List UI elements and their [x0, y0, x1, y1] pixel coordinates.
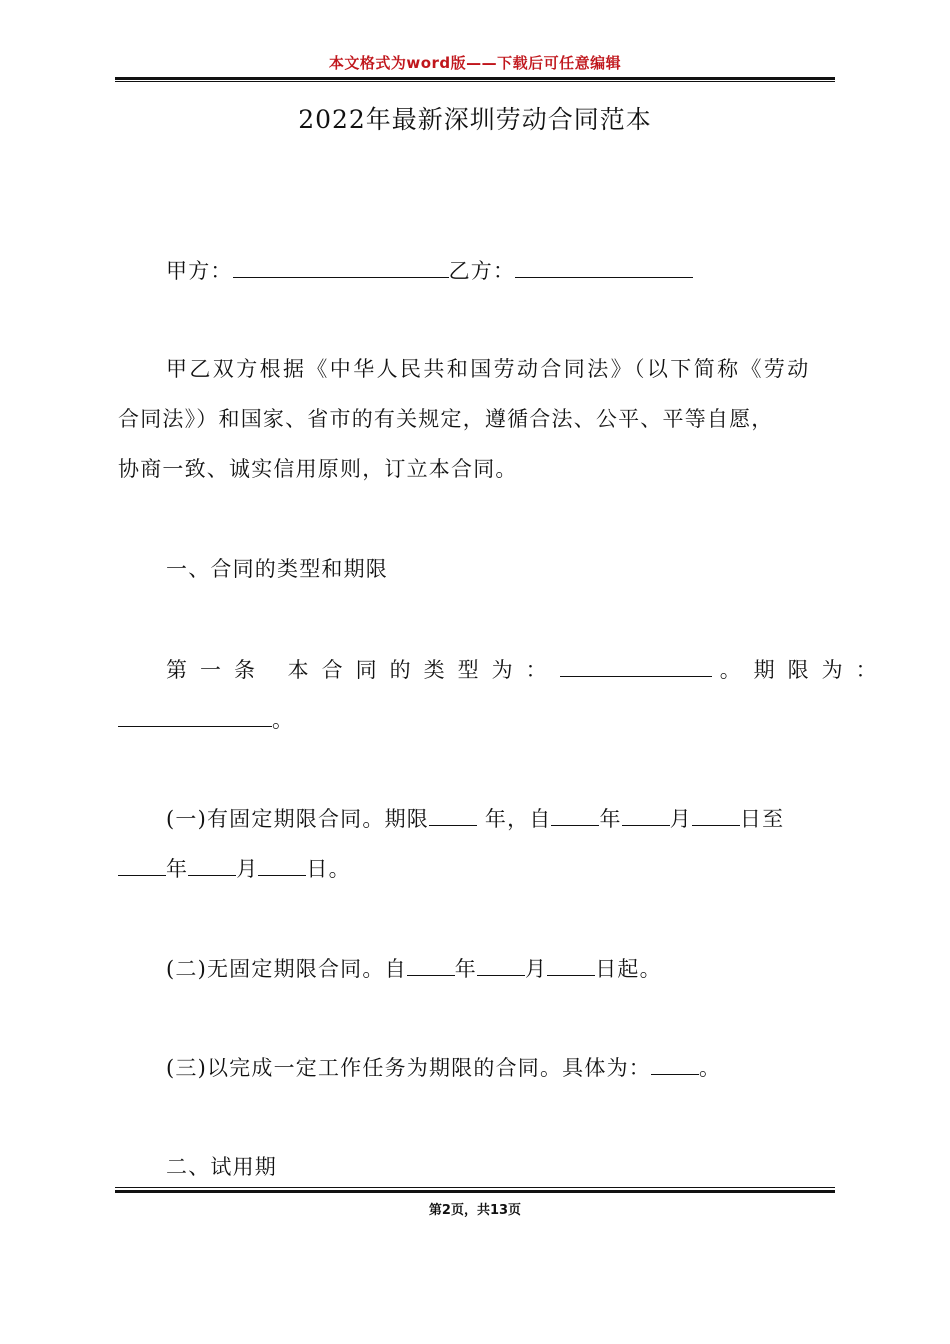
section2-heading: 二、试用期 — [166, 1155, 277, 1179]
end-month-blank — [188, 855, 236, 876]
item1-text-d: 月 — [669, 807, 692, 831]
preamble-line-1: 甲乙双方根据《中华人民共和国劳动合同法》（以下简称《劳动 — [166, 357, 811, 381]
contract-type-blank — [560, 656, 712, 677]
item2-year-blank — [407, 955, 455, 976]
item2-text-b: 年 — [454, 957, 477, 981]
item1-text-b: 年，自 — [477, 807, 552, 831]
item1-text-g: 月 — [236, 857, 259, 881]
preamble-line-2: 合同法》）和国家、省市的有关规定，遵循合法、公平、平等自愿， — [118, 407, 774, 431]
party-b-label: 乙方： — [448, 259, 516, 283]
item2-day-blank — [547, 955, 595, 976]
article1-label: 第一条 本合同的类型为： — [166, 658, 560, 682]
item1-text-h: 日。 — [306, 857, 351, 881]
item1-text-f: 年 — [166, 857, 189, 881]
item3-line — [166, 1054, 721, 1081]
section1-heading: 一、合同的类型和期限 — [166, 557, 388, 581]
article1-end: 。 — [272, 708, 295, 732]
item2-text: (二)无固定期限合同。自 — [166, 957, 407, 981]
start-month-blank — [622, 805, 670, 826]
end-day-blank — [258, 855, 306, 876]
item2-text-d: 日起。 — [595, 957, 662, 981]
header-note: 本文格式为word版——下载后可任意编辑 — [328, 54, 622, 72]
item1-text-e: 日至 — [739, 807, 785, 831]
party-a-label: 甲方： — [166, 259, 233, 283]
header-rule — [115, 77, 835, 80]
item1-line-1 — [166, 805, 784, 832]
party-b-blank — [515, 257, 693, 278]
item2-month-blank — [477, 955, 525, 976]
term-label: 。期限为： — [719, 658, 890, 682]
item2-line — [166, 955, 662, 982]
footer-rule-thin — [115, 1187, 835, 1188]
item1-line-2 — [118, 855, 351, 882]
item3-text: (三)以完成一定工作任务为期限的合同。具体为： — [166, 1056, 651, 1080]
item1-text-c: 年 — [599, 807, 622, 831]
start-day-blank — [692, 805, 740, 826]
item2-text-c: 月 — [525, 957, 548, 981]
footer-rule — [115, 1190, 835, 1193]
item3-text-b: 。 — [698, 1056, 722, 1080]
end-year-blank — [118, 855, 166, 876]
document-title: 2022年最新深圳劳动合同范本 — [298, 105, 652, 134]
start-year-blank — [551, 805, 599, 826]
party-a-blank — [233, 257, 449, 278]
article1-line-2 — [118, 706, 294, 733]
preamble-line-3: 协商一致、诚实信用原则，订立本合同。 — [118, 457, 518, 481]
page-number: 第2页，共13页 — [428, 1203, 522, 1218]
term-blank — [118, 706, 272, 727]
article1-line — [166, 656, 890, 683]
header-rule-thin — [115, 81, 835, 82]
parties-line — [166, 257, 693, 284]
item1-text: (一)有固定期限合同。期限 — [166, 807, 429, 831]
item3-blank — [651, 1054, 699, 1075]
years-blank — [429, 805, 477, 826]
